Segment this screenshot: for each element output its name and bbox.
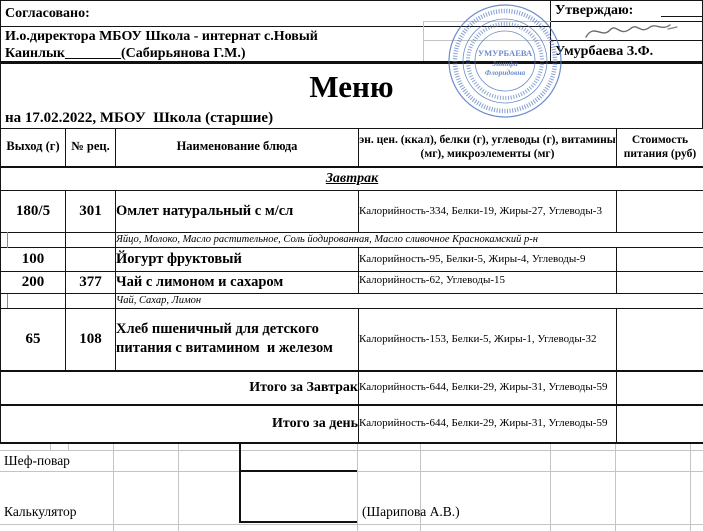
cell-border [239,444,241,523]
empty-cell [66,294,116,309]
dish-nutrition: Калорийность-334, Белки-19, Жиры-27, Углеводы-3 [359,191,617,233]
total-nutrition: Калорийность-644, Белки-29, Жиры-31, Углеводы-59 [359,371,617,405]
dish-nutrition: Калорийность-95, Белки-5, Жиры-4, Углеводы-9 [359,248,617,272]
handwritten-signature [578,19,683,43]
approved-blank-line [661,16,703,17]
dish-output: 200 [1,272,66,294]
gridline [113,444,114,531]
empty-cell [1,233,66,248]
dish-row [1,248,703,272]
page-title: Меню [0,64,703,108]
dish-name: Хлеб пшеничный для детского питания с витамином и железом [116,309,359,371]
total-nutrition: Калорийность-644, Белки-29, Жиры-31, Углеводы-59 [359,405,617,443]
header-dish-name: Наименование блюда [116,129,359,167]
dish-name: Чай с лимоном и сахаром [116,272,359,294]
total-row-breakfast [1,371,703,405]
gridline [690,444,691,531]
menu-date-subtitle: на 17.02.2022, МБОУ Школа (старшие) [0,108,703,128]
cost-cell [617,191,703,233]
section-row-breakfast [1,167,703,191]
menu-table [0,128,703,444]
header-nutrition: эн. цен. (ккал), белки (г), углеводы (г), витамины (мг), микроэлементы (мг) [359,129,617,167]
dish-row [1,309,703,371]
chef-signature-line [240,470,357,472]
calculator-name: (Шарипова А.В.) [362,504,460,519]
dish-row [1,191,703,233]
dish-recipe: 108 [66,309,116,371]
gridline [550,444,551,531]
cost-cell [617,309,703,371]
empty-cell [66,233,116,248]
chef-label: Шеф-повар [4,453,70,468]
total-label: Итого за день [1,405,359,443]
dish-name: Йогурт фруктовый [116,248,359,272]
agreed-text-line1: И.о.директора МБОУ Школа - интернат с.Новый [5,29,318,44]
stamp-name-line: Флоридовна [484,68,526,77]
cost-cell [617,248,703,272]
cost-cell [617,272,703,294]
dish-row [1,272,703,294]
header-cost: Стоимость питания (руб) [617,129,703,167]
total-row-day [1,405,703,443]
cost-cell [617,405,703,443]
dish-output: 65 [1,309,66,371]
dish-nutrition: Калорийность-153, Белки-5, Жиры-1, Углеводы-32 [359,309,617,371]
gridline [615,444,616,531]
dish-output: 100 [1,248,66,272]
gridline [0,450,703,451]
dish-output: 180/5 [1,191,66,233]
total-label: Итого за Завтрак [1,371,359,405]
agreed-text-line2: Каинлык________(Сабирьянова Г.М.) [5,46,246,61]
approved-name: Умурбаева З.Ф. [555,43,654,59]
dish-recipe: 377 [66,272,116,294]
gridline [0,524,703,525]
gridline [423,21,424,62]
cost-cell [617,371,703,405]
header-output: Выход (г) [1,129,66,167]
ingredients-row [1,233,703,248]
calculator-signature-line [240,521,357,523]
header-recipe: № рец. [66,129,116,167]
dish-nutrition: Калорийность-62, Углеводы-15 [359,272,617,294]
ingredients-text: Яйцо, Молоко, Масло растительное, Соль йодированная, Масло сливочное Краснокамский р-н [116,233,703,248]
dish-recipe [66,248,116,272]
stamp-name-line: УМУРБАЕВА [477,48,533,58]
signature-section [0,444,703,531]
dish-recipe: 301 [66,191,116,233]
agreed-label: Согласовано: [1,1,550,27]
dish-name: Омлет натуральный с м/сл [116,191,359,233]
gridline [357,444,358,531]
approved-label-text: Утверждаю: [555,3,634,18]
gridline [7,294,8,308]
calculator-label: Калькулятор [4,504,77,519]
stamp-name-line: Зинифа [492,59,518,68]
gridline [7,232,8,248]
official-stamp [446,2,564,120]
table-header-row [1,129,703,167]
ingredients-text: Чай, Сахар, Лимон [116,294,703,309]
empty-cell [1,294,66,309]
ingredients-row [1,294,703,309]
section-label: Завтрак [325,170,379,186]
gridline [178,444,179,531]
